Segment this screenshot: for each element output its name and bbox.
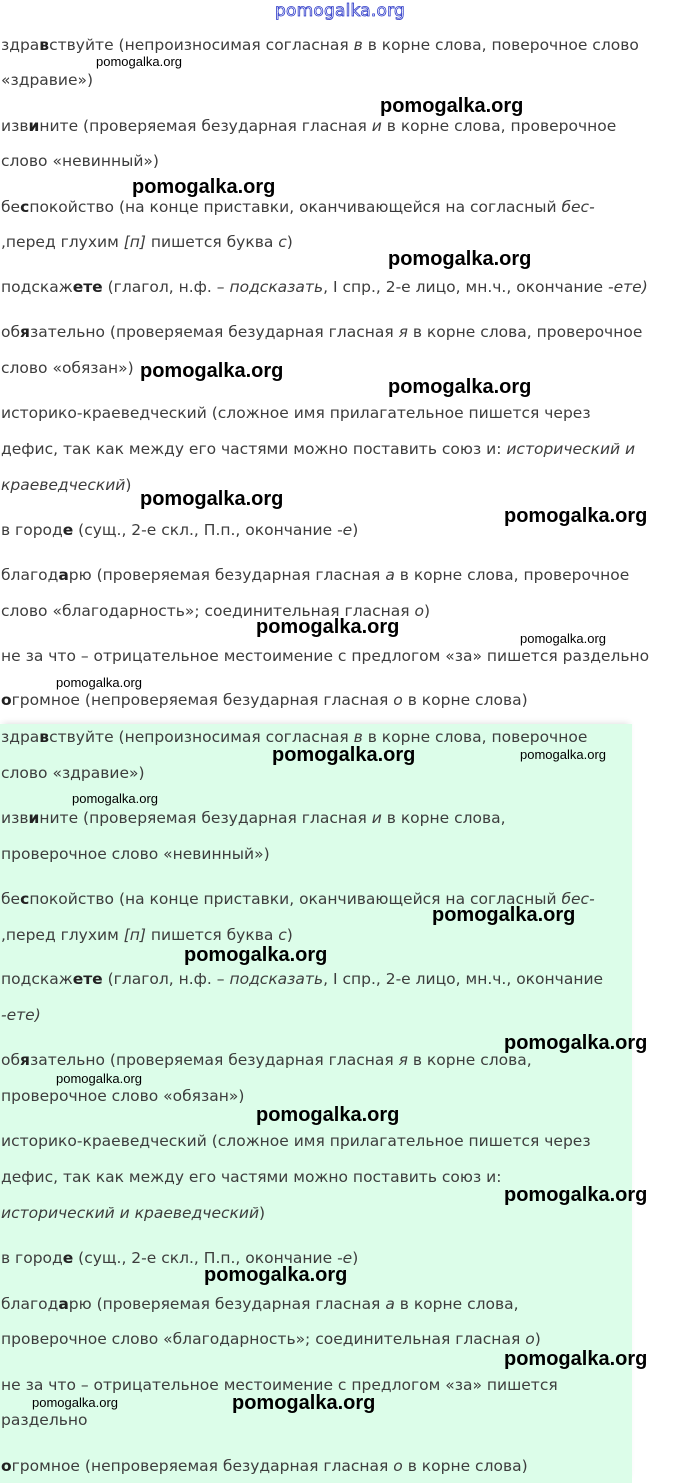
watermark-text: pomogalka.org [96,54,182,69]
watermark-text: pomogalka.org [232,1392,376,1414]
watermark-text: pomogalka.org [504,1348,648,1370]
text-line: обязательно (проверяемая безударная гласная я в корне слова, проверочное [1,323,643,341]
text-line: краеведческий) [1,476,132,494]
text-line: не за что – отрицательное местоимение с предлогом «за» пишется раздельно [1,647,650,665]
text-line: «здравие») [1,71,94,89]
text-line: раздельно [1,1411,88,1429]
watermark-text: pomogalka.org [56,675,142,690]
text-line: проверочное слово «невинный») [1,845,270,863]
watermark-text: pomogalka.org [204,1264,348,1286]
text-line: беспокойство (на конце приставки, оканчивающейся на согласный бес- [1,890,595,908]
watermark-text: pomogalka.org [388,248,532,270]
text-line: ,перед глухим [п] пишется буква с) [1,926,293,944]
watermark-text: pomogalka.org [504,1032,648,1054]
text-line: слово «обязан») [1,359,134,377]
text-line: проверочное слово «обязан») [1,1087,245,1105]
watermark-text: pomogalka.org [520,747,606,762]
text-line: благодарю (проверяемая безударная гласная а в корне слова, [1,1295,519,1313]
watermark-text: pomogalka.org [272,744,416,766]
text-line: огромное (непроверяемая безударная гласная о в корне слова) [1,691,528,709]
watermark-text: pomogalka.org [380,95,524,117]
text-line: обязательно (проверяемая безударная гласная я в корне слова, [1,1051,532,1069]
text-line: ,перед глухим [п] пишется буква с) [1,233,293,251]
watermark-text: pomogalka.org [504,1184,648,1206]
text-line: извините (проверяемая безударная гласная и в корне слова, проверочное [1,117,617,135]
text-line: дефис, так как между его частями можно поставить союз и: [1,1168,502,1186]
text-line: подскажете (глагол, н.ф. – подсказать, I спр., 2-е лицо, мн.ч., окончание [1,970,604,988]
watermark-text: pomogalka.org [132,176,276,198]
text-line: исторический и краеведческий) [1,1204,266,1222]
site-watermark-header: pomogalka.org [275,1,405,21]
text-line: проверочное слово «благодарность»; соединительная гласная о) [1,1330,541,1348]
text-line: беспокойство (на конце приставки, оканчивающейся на согласный бес- [1,198,595,216]
text-line: историко-краеведческий (сложное имя прилагательное пишется через [1,1132,591,1150]
text-line: -ете) [1,1006,41,1024]
watermark-text: pomogalka.org [504,505,648,527]
watermark-text: pomogalka.org [140,488,284,510]
watermark-text: pomogalka.org [432,904,576,926]
text-line: огромное (непроверяемая безударная гласная о в корне слова) [1,1457,528,1475]
watermark-text: pomogalka.org [184,944,328,966]
watermark-text: pomogalka.org [72,791,158,806]
watermark-text: pomogalka.org [140,360,284,382]
text-line: слово «невинный») [1,152,159,170]
text-line: здравствуйте (непроизносимая согласная в в корне слова, поверочное [1,728,588,746]
text-line: благодарю (проверяемая безударная гласная а в корне слова, проверочное [1,566,630,584]
text-line: подскажете (глагол, н.ф. – подсказать, I спр., 2-е лицо, мн.ч., окончание -ете) [1,278,648,296]
text-line: дефис, так как между его частями можно поставить союз и: исторический и [1,440,636,458]
watermark-text: pomogalka.org [256,1104,400,1126]
watermark-text: pomogalka.org [56,1071,142,1086]
text-line: не за что – отрицательное местоимение с предлогом «за» пишется [1,1376,558,1394]
text-line: в городе (сущ., 2-е скл., П.п., окончание -е) [1,1249,359,1267]
text-line: слово «благодарность»; соединительная гласная о) [1,602,431,620]
watermark-text: pomogalka.org [388,376,532,398]
watermark-text: pomogalka.org [32,1395,118,1410]
text-line: в городе (сущ., 2-е скл., П.п., окончание -е) [1,521,359,539]
text-line: слово «здравие») [1,764,145,782]
text-line: здравствуйте (непроизносимая согласная в в корне слова, поверочное слово [1,36,639,54]
watermark-text: pomogalka.org [520,631,606,646]
text-line: извините (проверяемая безударная гласная и в корне слова, [1,809,506,827]
text-line: историко-краеведческий (сложное имя прилагательное пишется через [1,404,591,422]
watermark-text: pomogalka.org [256,616,400,638]
